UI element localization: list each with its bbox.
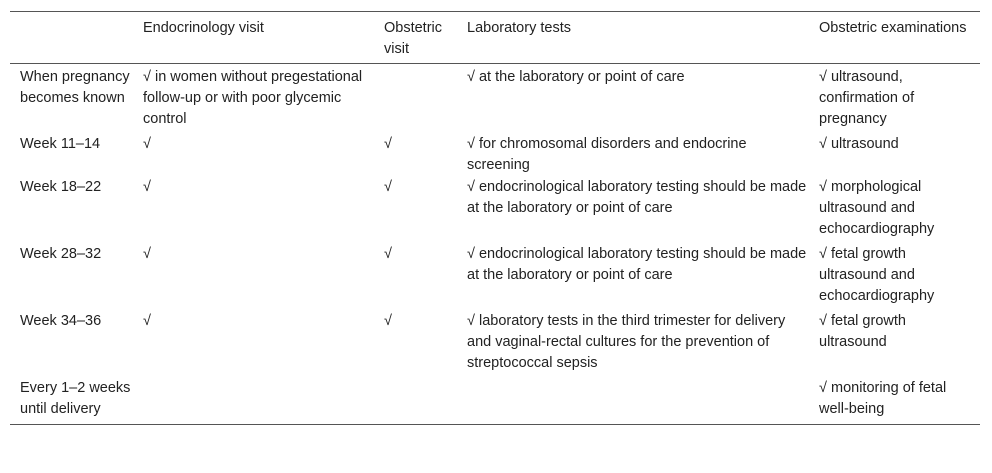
header-endocrinology-visit: Endocrinology visit (143, 20, 264, 36)
header-laboratory-tests: Laboratory tests (467, 20, 571, 36)
header-obstetric-examinations: Obstetric examinations (819, 20, 967, 36)
cell-endocrinology: √ (143, 179, 151, 195)
table-row (10, 134, 980, 177)
cell-endocrinology: √ (143, 313, 151, 329)
cell-examinations: √ ultrasound, confirmation of pregnancy (819, 69, 915, 127)
cell-obstetric-visit (384, 378, 467, 425)
cell-laboratory (467, 378, 819, 425)
table-row (10, 177, 980, 244)
cell-time: Week 34–36 (20, 313, 102, 329)
cell-time: Week 18–22 (20, 179, 102, 195)
cell-laboratory: √ endocrinological laboratory testing should be made at the laboratory or point of care (467, 246, 807, 283)
cell-examinations: √ monitoring of fetal well-being (819, 380, 947, 417)
cell-endocrinology (143, 378, 384, 425)
cell-obstetric-visit: √ (384, 246, 392, 262)
cell-examinations: √ fetal growth ultrasound (819, 313, 906, 350)
table-row (10, 378, 980, 425)
cell-examinations: √ morphological ultrasound and echocardiography (819, 179, 935, 237)
cell-examinations: √ ultrasound (819, 136, 899, 152)
cell-obstetric-visit: √ (384, 313, 392, 329)
cell-examinations: √ fetal growth ultrasound and echocardiography (819, 246, 935, 304)
cell-obstetric-visit: √ (384, 136, 392, 152)
cell-time: When pregnancy becomes known (20, 69, 130, 106)
table-header-row (10, 12, 980, 64)
cell-laboratory: √ for chromosomal disorders and endocrine screening (467, 136, 747, 173)
cell-obstetric-visit: √ (384, 179, 392, 195)
cell-endocrinology: √ (143, 136, 151, 152)
header-time (10, 12, 143, 64)
pregnancy-follow-up-table (10, 11, 980, 425)
cell-obstetric-visit (384, 64, 467, 135)
cell-laboratory: √ endocrinological laboratory testing should be made at the laboratory or point of care (467, 179, 807, 216)
cell-laboratory: √ laboratory tests in the third trimester for delivery and vaginal-rectal cultures for the prevention of streptococcal sepsis (467, 313, 786, 371)
header-obstetric-visit: Obstetric visit (384, 20, 443, 57)
cell-laboratory: √ at the laboratory or point of care (467, 69, 685, 85)
cell-time: Week 28–32 (20, 246, 102, 262)
table-row (10, 64, 980, 135)
cell-endocrinology: √ in women without pregestational follow-up or with poor glycemic control (143, 69, 363, 127)
cell-time: Every 1–2 weeks until delivery (20, 380, 131, 417)
table-row (10, 244, 980, 311)
cell-time: Week 11–14 (20, 136, 101, 152)
table-row (10, 311, 980, 378)
cell-endocrinology: √ (143, 246, 151, 262)
